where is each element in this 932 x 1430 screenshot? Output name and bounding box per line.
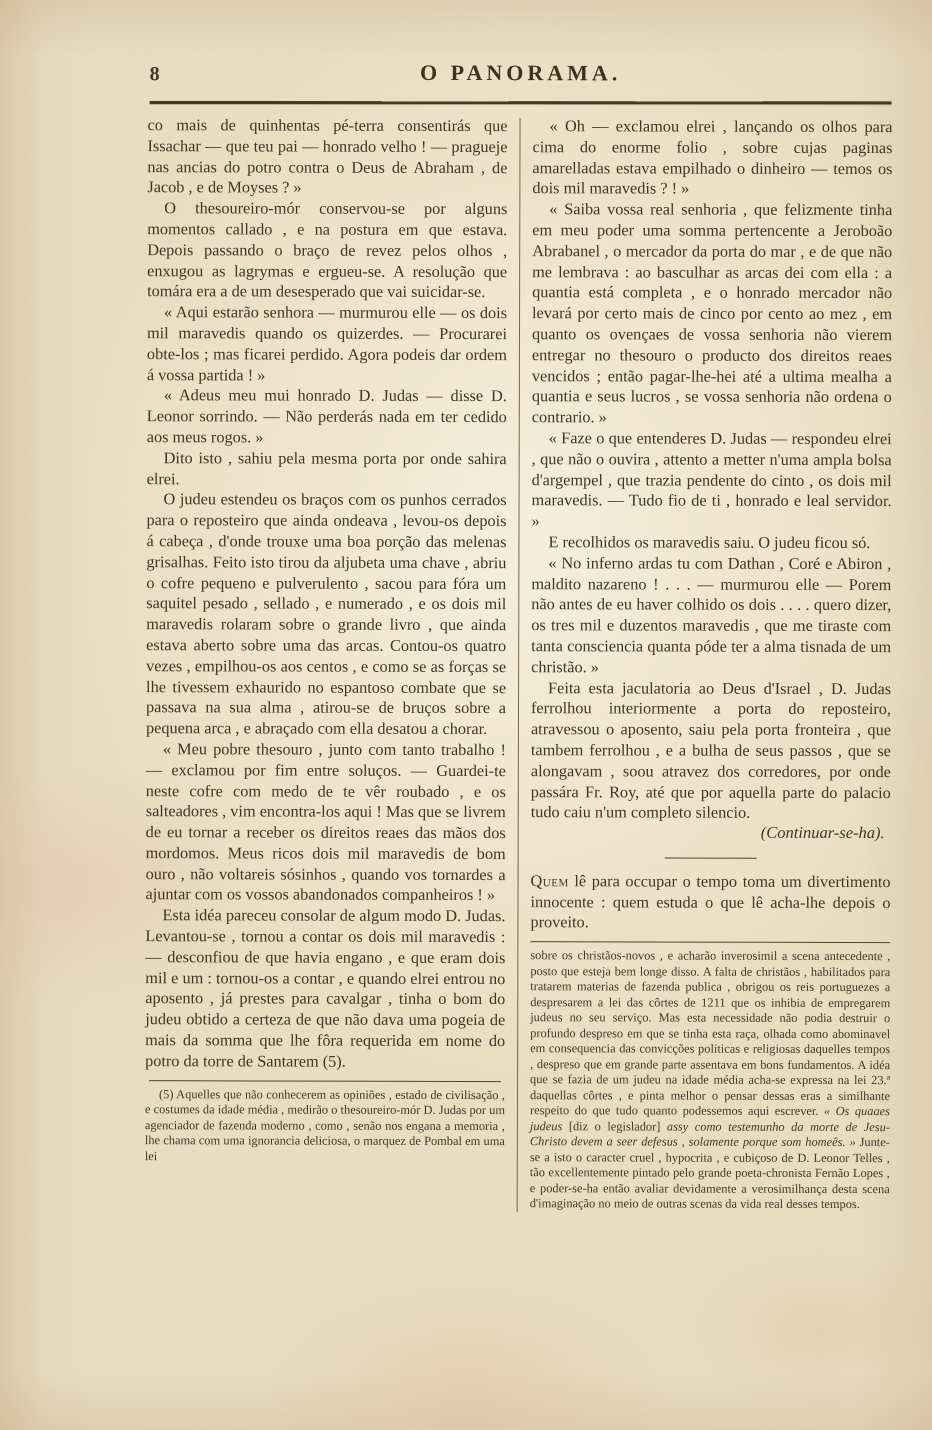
body-paragraph: Feita esta jaculatoria ao Deus d'Israel , D. Judas ferrolhou interiormente a porta do reposteiro, atravessou o aposento, saiu pela porta fronteira , que tambem ferrolhou , e a bulha de seus passos , que se alongavam , soou atravez dos corredores, por onde passára Fr. Roy, até que por aquella parte do palacio tudo caiu n'um completo silencio. (530, 677, 892, 823)
body-paragraph: « No inferno ardas tu com Dathan , Coré e Abiron , maldito nazareno ! . . . — murmurou elle — Porem não antes de eu haver colhido os dois . . . . quero dizer, os tres mil e duzentos maravedis , que me tiraste com tanta consciencia quanta póde ter a alma tisnada de um christão. » (531, 552, 892, 677)
body-paragraph: « Oh — exclamou elrei , lançando os olhos para cima do enorme folio , sobre cujas paginas amarelladas estava empilhado o dinheiro — temos os dois mil maravedis ? ! » (532, 116, 893, 198)
footnote-italic-quote: assy como testemunho da morte de Jesu-Christo devem a seer defesus , solamente porque som homeês. » (529, 1119, 890, 1150)
column-divider-rule (517, 118, 521, 1212)
footnote-text-segment: [diz o legislador] (568, 1119, 667, 1134)
page-number: 8 (149, 63, 161, 86)
footnote-separator-rule (149, 1080, 501, 1082)
body-paragraph: « Meu pobre thesouro , junto com tanto trabalho ! — exclamou por fim entre soluços. — Guardei-te neste cofre com medo de te vêr roubado , e os salteadores , vim encontra-los aqui ! Mas que se livrem de eu tornar a receber os direitos reaes das mãos dos mordomos. Meus ricos dois mil maravedis de bom ouro , não voltareis sósinhos , quando vos tornardes a ajuntar com os vossos abandonados companheiros ! » (145, 739, 506, 905)
aphorism-text: lê para occupar o tempo toma um divertimento innocente : quem estuda o que lê acha-lhe depois o proveito. (530, 871, 891, 932)
body-paragraph: Esta idéa pareceu consolar de algum modo D. Judas. Levantou-se , tornou a contar os dois mil maravedis : — desconfiou de que havia engano , e que eram dois mil e um : tornou-os a contar , e quando elrei entrou no aposento , já prestes para cavalgar , tinha o bom do judeu obtido a certeza de que não dava uma pogeia de mais da somma que lhe fôra requerida em nome do potro da torre de Santarem (5). (145, 905, 506, 1071)
body-paragraph: « Faze o que entenderes D. Judas — respondeu elrei , que não o ouvira , attento a metter n'uma ampla bolsa d'argempel , que trazia pendente do cinto , os dois mil maravedis. — Tudo fio de ti , honrado e leal servidor. » (531, 428, 892, 531)
body-paragraph: « Adeus meu mui honrado D. Judas — disse D. Leonor sorrindo. — Não perderás nada em ter cedido aos meus rogos. » (146, 385, 507, 447)
right-column (530, 116, 893, 1213)
footnote-continuation (530, 948, 891, 1212)
body-paragraph: O thesoureiro-mór conservou-se por alguns momentos callado , e na postura em que estava. Depois passando o braço de revez pelos olhos , enxugou as lagrymas e ergueu-se. A resolução que tomára era a de um desesperado que vai suicidar-se. (147, 198, 508, 302)
footnote-italic-quote: « Os quaaes judeus (529, 1104, 890, 1134)
page-header (148, 57, 894, 99)
body-paragraph: E recolhidos os maravedis saiu. O judeu ficou só. (548, 532, 871, 552)
text-columns (145, 115, 894, 1213)
body-paragraph: co mais de quinhentas pé-terra consentirás que Issachar — que teu pai — honrado velho ! — pragueje nas ancias do potro contra o Deus de Abraham , de Jacob , e de Moyses ? » (147, 115, 508, 197)
header-rule (150, 101, 892, 104)
left-column (145, 115, 508, 1212)
footnote-5: (5) Aquelles que não conhecerem as opiniões , estado de civilisação , e costumes da idade média , medirão o thesoureiro-mór D. Judas por um agenciador de fazenda moderno , como , senão nos engana a memoria , lhe chama com uma ignorancia deliciosa, o marquez de Pombal em uma lei (144, 1086, 506, 1163)
section-separator-rule (665, 857, 757, 858)
body-paragraph: « Saiba vossa real senhoria , que felizmente tinha em meu poder uma somma pertencente a Jeroboão Abrabanel , o mercador da porta do mar , e de que não me lembrava : ao basculhar as arcas dei com ella : a quantia está completa , e o honrado mercador não levará por certo mais de cinco por cento ao mez , em quanto os ovençaes de vossa senhoria não vierem entregar no thesouro o producto dos direitos reaes vencidos ; então pagar-lhe-hei até a ultima mealha a quantia e seus lucros , se vossa senhoria não ordena o contrario. » (531, 199, 893, 427)
aphorism-paragraph (530, 871, 890, 934)
footnote-text-segment: sobre os christãos-novos , e acharão inverosimil a scena antecedente , posto que esteja bem longe disso. A falta de christãos , habilitados para tratarem materias de fazenda publica , obrigou os reis portuguezes a despresarem a lei das côrtes de 1211 que os inhibia de empregarem judeus no seu serviço. Mas esta necessidade não podia destruir o profundo despreso em que se tinha esta raça, olhada como abominavel em consequencia das convicções politicas e religiosas daquelles tempos , despreso que em grande parte assentava em bons fundamentos. A idéa que se fazia de um judeu na idade média acha-se expressa na lei 23.ª daquellas côrtes , e pinta melhor o pensar dessas eras a similhante respeito do que tudo quanto podessemos aqui escrever. (529, 948, 891, 1119)
footnote-separator-rule (530, 941, 890, 943)
aphorism-lead-word: Quem (530, 871, 569, 891)
body-paragraph: « Aqui estarão senhora — murmurou elle — os dois mil maravedis quando os quizerdes. — Procurarei obte-los ; mas ficarei perdido. Agora podeis dar ordem á vossa partida ! » (146, 302, 508, 385)
continuation-notice: (Continuar-se-ha). (760, 822, 885, 843)
body-paragraph: O judeu estendeu os braços com os punhos cerrados para o reposteiro que ainda ondeava , levou-os depois á cabeça , d'onde trouxe uma boa porção das melenas grisalhas. Feito isto tirou da aljubeta uma chave , abriu o cofre pequeno e pulverulento , sacou para fóra um saquitel pesado , sellado , e numerado , e os dois mil maravedis rolaram sobre o grande livro , que ainda estava aberto sobre uma das arcas. Contou-os quatro vezes , empilhou-os aos centos , e como se as forças se lhe tivessem exhaurido no espantoso combate que se passava na sua alma , atirou-se de bruços sobre a pequena arca , e abraçado com ella desatou a chorar. (145, 489, 507, 739)
body-paragraph: Dito isto , sahiu pela mesma porta por onde sahira elrei. (146, 447, 507, 488)
masthead-title: O PANORAMA. (420, 59, 622, 86)
footnote-text-segment: Junte-se a isto o caracter cruel , hypocrita , e cubiçoso de D. Leonor Telles , tão excellentemente pintado pelo grande poeta-chronista Fernão Lopes , e poder-se-ha então avaliar devidamente a verosimilhança desta scena d'imaginação no meio de outras scenas da vida real desses tempos. (529, 1135, 890, 1212)
